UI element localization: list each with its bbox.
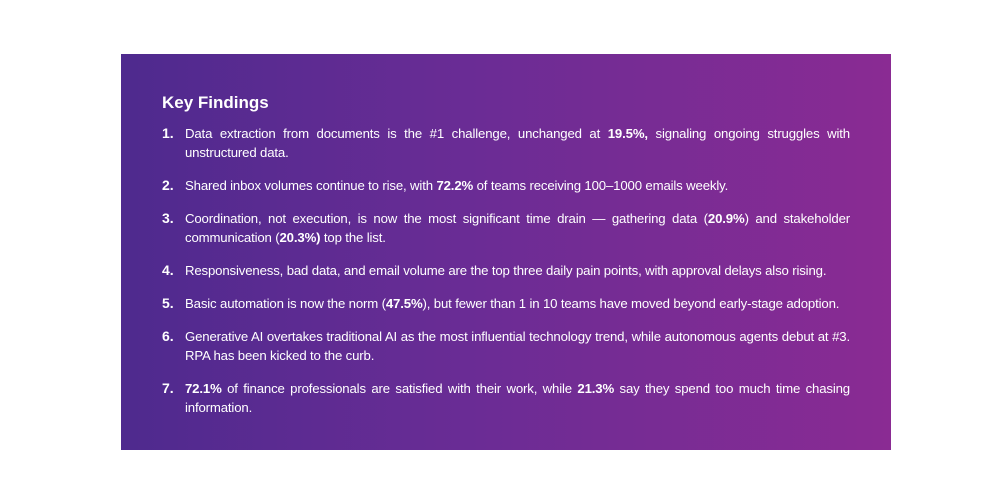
finding-number: 2. (162, 177, 174, 193)
finding-text-segment: say they spend too much time chasing information. (185, 381, 850, 415)
finding-item (162, 294, 850, 313)
finding-number: 5. (162, 295, 174, 311)
finding-text-segment: of teams receiving 100–1000 emails weekly. (473, 178, 729, 193)
finding-text (185, 294, 850, 313)
finding-text-segment: ) and stakeholder communication ( (185, 211, 850, 245)
finding-text (185, 209, 850, 247)
finding-text-segment: Coordination, not execution, is now the most significant time drain — gathering data ( (185, 211, 708, 226)
finding-text-segment: Basic automation is now the norm ( (185, 296, 386, 311)
finding-number: 6. (162, 328, 174, 344)
finding-text (185, 176, 850, 195)
findings-list (162, 124, 850, 417)
finding-text-segment: top the list. (320, 230, 386, 245)
finding-highlight: 20.3%) (279, 230, 321, 245)
finding-text (185, 379, 850, 417)
finding-highlight: 72.1% (185, 381, 222, 396)
finding-text-segment: Shared inbox volumes continue to rise, with (185, 178, 437, 193)
finding-item (162, 327, 850, 365)
finding-text-segment: Generative AI overtakes traditional AI as the most influential technology trend, while autonomous agents debut at #3. RPA has been kicked to the curb. (185, 329, 850, 363)
finding-text (185, 327, 850, 365)
finding-text-segment: signaling ongoing struggles with unstructured data. (185, 126, 850, 160)
finding-text-segment: Responsiveness, bad data, and email volume are the top three daily pain points, with approval delays also rising. (185, 263, 827, 278)
finding-highlight: 21.3% (577, 381, 615, 396)
finding-number: 4. (162, 262, 174, 278)
finding-highlight: 19.5%, (607, 126, 648, 141)
finding-number: 7. (162, 380, 174, 396)
finding-item (162, 379, 850, 417)
finding-text (185, 261, 850, 280)
finding-text-segment: Data extraction from documents is the #1 challenge, unchanged at (185, 126, 608, 141)
key-findings-panel (121, 54, 891, 450)
finding-text (185, 124, 850, 162)
panel-title: Key Findings (162, 93, 269, 112)
finding-item (162, 176, 850, 195)
finding-item (162, 261, 850, 280)
finding-text-segment: ), but fewer than 1 in 10 teams have moved beyond early-stage adoption. (422, 296, 840, 311)
finding-item (162, 209, 850, 247)
finding-highlight: 20.9% (707, 211, 745, 226)
finding-number: 1. (162, 125, 174, 141)
finding-text-segment: of finance professionals are satisfied with their work, while (221, 381, 578, 396)
finding-highlight: 47.5% (385, 296, 423, 311)
finding-number: 3. (162, 210, 174, 226)
finding-highlight: 72.2% (436, 178, 474, 193)
finding-item (162, 124, 850, 162)
